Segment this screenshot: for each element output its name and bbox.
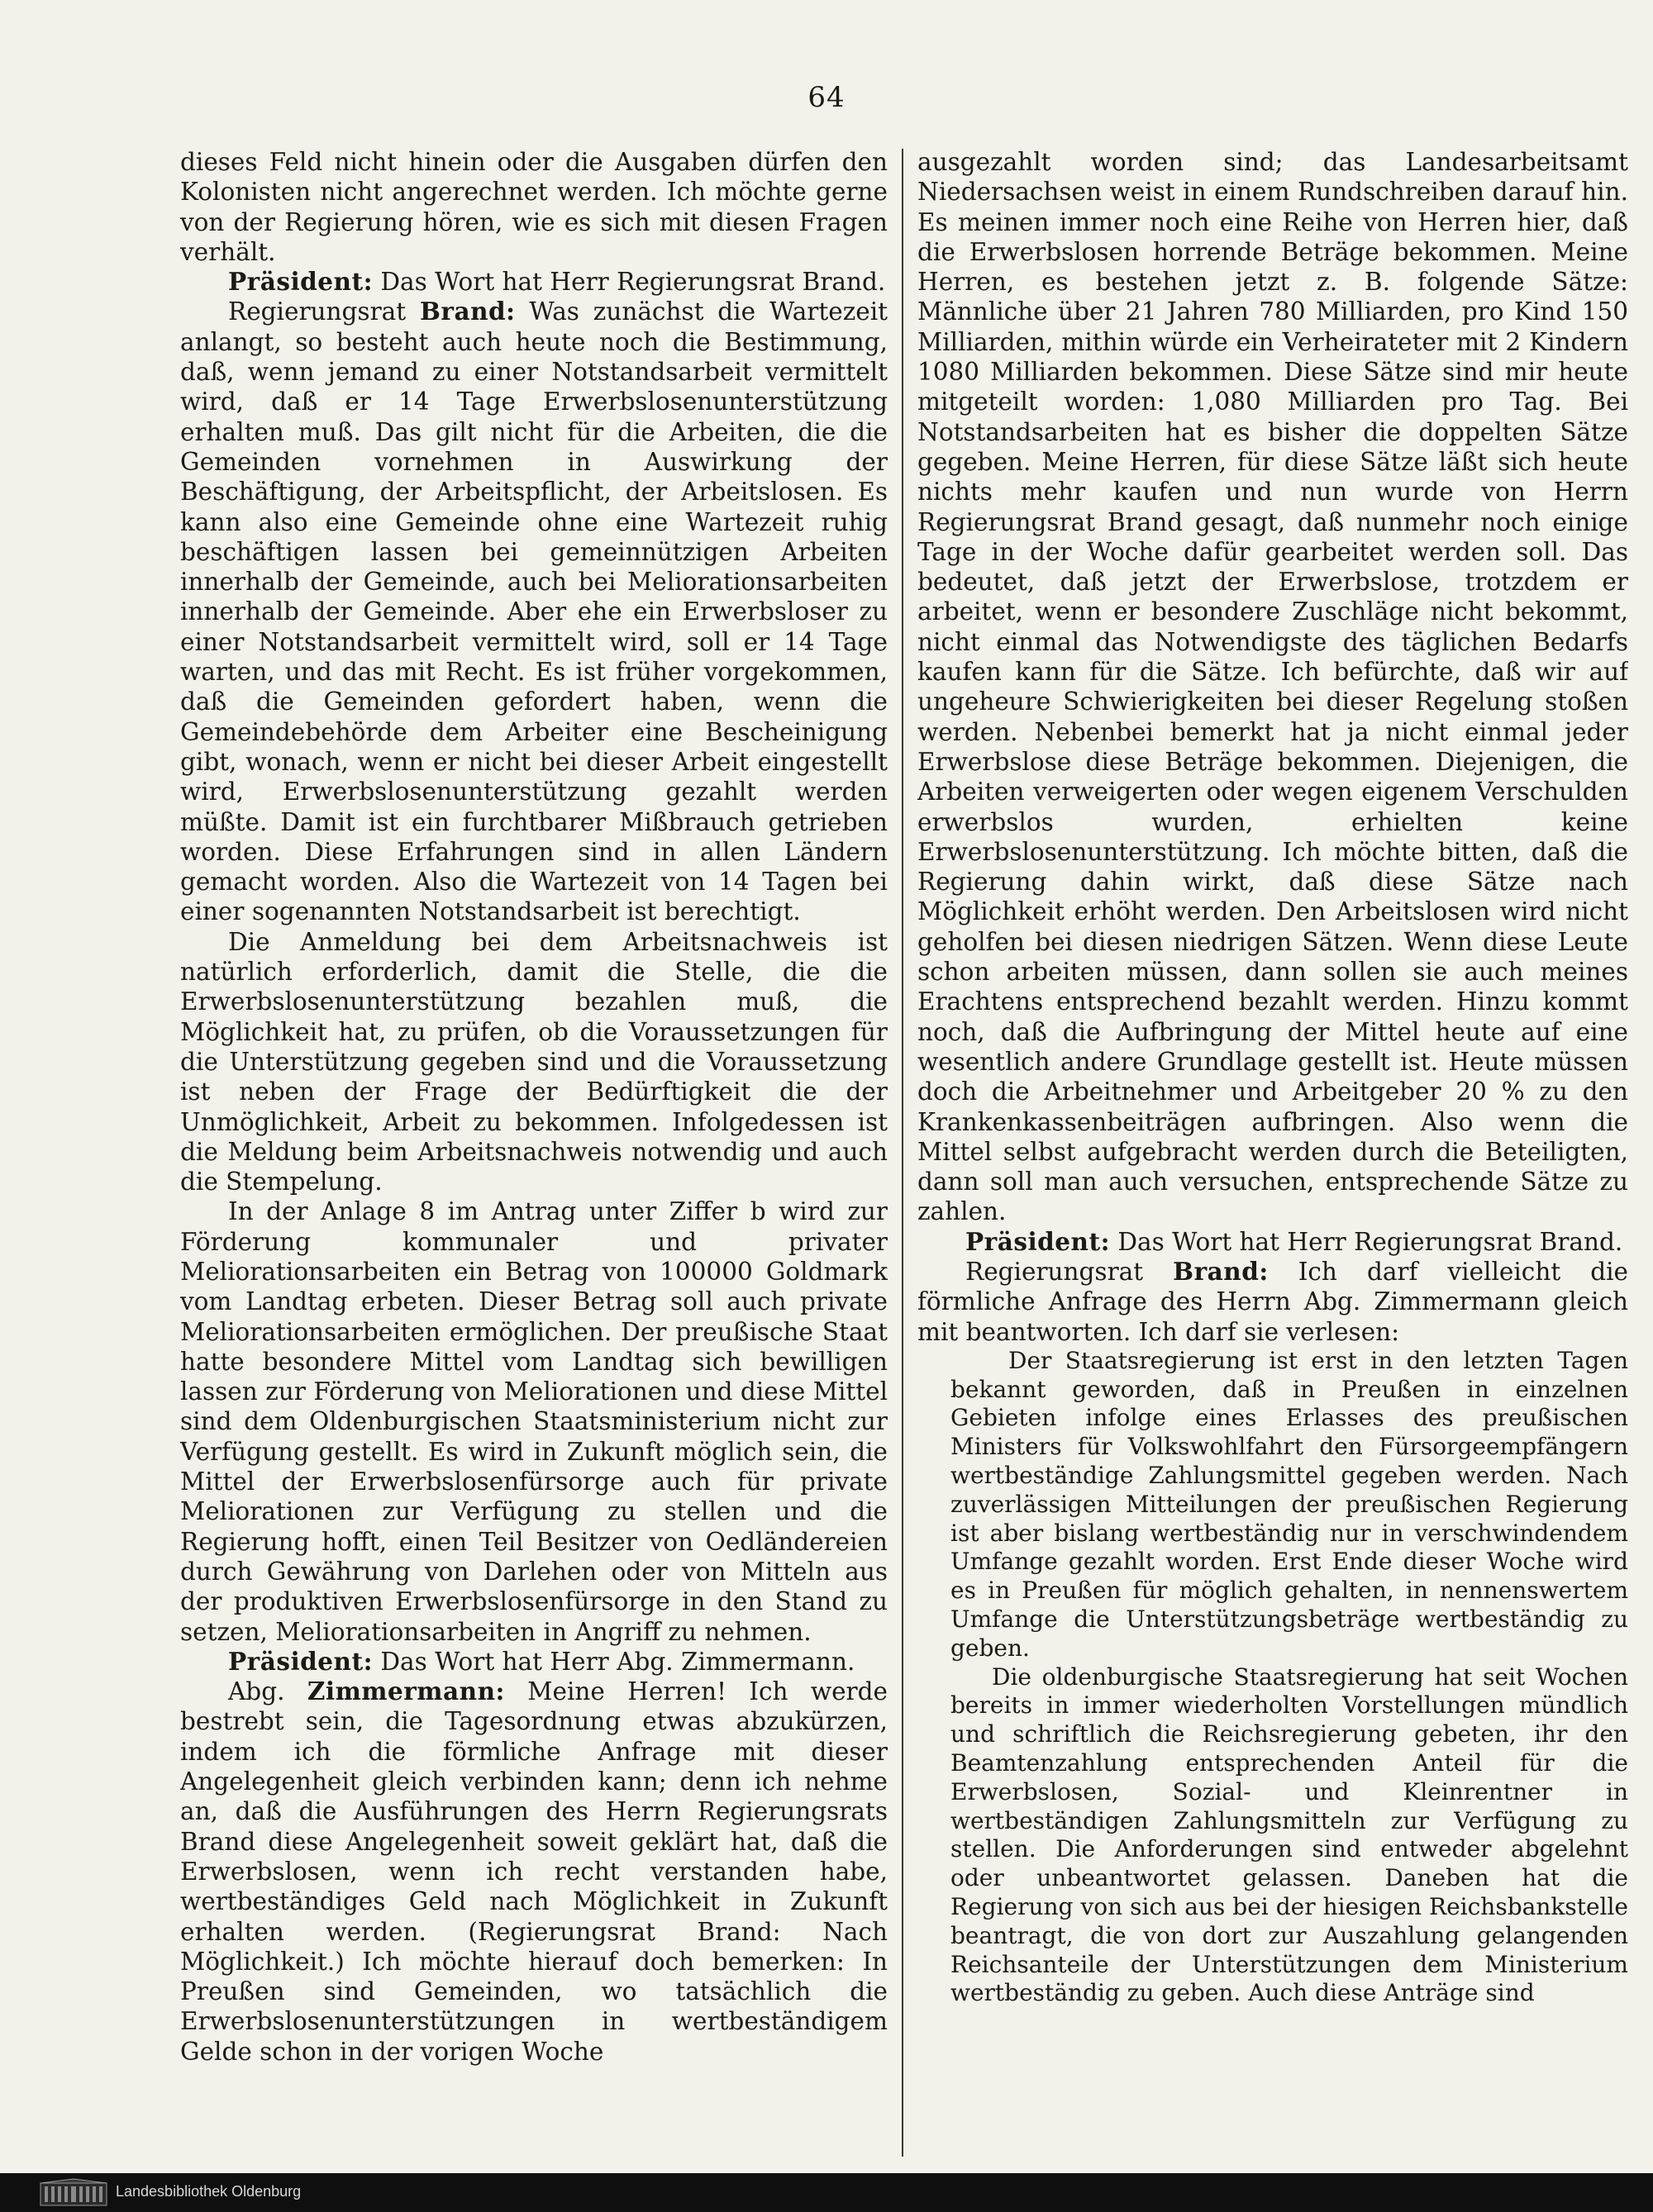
speech-text: Das Wort hat Herr Regierungsrat Brand. <box>373 268 886 297</box>
library-building-icon <box>40 2178 107 2206</box>
left-paragraph-6 <box>180 1647 888 1677</box>
speech-text: Das Wort hat Herr Regierungsrat Brand. <box>1110 1227 1623 1256</box>
quoted-paragraph-1: Der Staatsregierung ist erst in den letzten Tagen bekannt geworden, daß in Preußen in einzelnen Gebieten infolge eines Erlasses des preußischen Ministers für Volkswohlfahrt den Fürsorgeempfängern wertbeständige Zahlungsmittel gegeben werden. Nach zuverlässigen Mitteilungen der preußischen Regierung ist aber bislang wertbeständig nur in verschwindendem Umfange gezahlt worden. Erst Ende dieser Woche wird es in Preußen für möglich gehalten, in nennenswertem Umfange die Unterstützungsbeträge wertbeständig zu geben. <box>950 1346 1628 1662</box>
speaker-title: Regierungsrat <box>228 297 420 326</box>
speech-text: Ich darf vielleicht die förmliche Anfrage des Herrn Abg. Zimmermann gleich mit beantworten. Ich darf sie verlesen: <box>917 1257 1628 1346</box>
speech-text: Was zunächst die Wartezeit anlangt, so besteht auch heute noch die Bestimmung, daß, wenn jemand zu einer Notstandsarbeit vermittelt wird, daß er 14 Tage Erwerbslosenunterstützung erhalten muß. Das gilt nicht für die Arbeiten, die die Gemeinden vornehmen in Auswirkung der Beschäftigung, der Arbeitspflicht, der Arbeitslosen. Es kann also eine Gemeinde ohne eine Wartezeit ruhig beschäftigen lassen bei gemeinnützigen Arbeiten innerhalb der Gemeinde, auch bei Meliorationsarbeiten innerhalb der Gemeinde. Aber ehe ein Erwerbsloser zu einer Notstandsarbeit vermittelt wird, soll er 14 Tage warten, und das mit Recht. Es ist früher vorgekommen, daß die Gemeinden gefordert haben, wenn die Gemeindebehörde dem Arbeiter eine Bescheinigung gibt, wonach, wenn er nicht bei dieser Arbeit eingestellt wird, Erwerbslosenunterstützung gezahlt werden müßte. Damit ist ein furchtbarer Mißbrauch getrieben worden. Diese Erfahrungen sind in allen Ländern gemacht worden. Also die Wartezeit von 14 Tagen bei einer sogenannten Notstandsarbeit ist berechtigt. <box>180 297 888 926</box>
right-paragraph-3 <box>917 1257 1628 1347</box>
speaker-label: Brand: <box>420 297 516 326</box>
speaker-title: Abg. <box>228 1677 307 1706</box>
left-paragraph-2 <box>180 267 888 297</box>
left-paragraph-1: dieses Feld nicht hinein oder die Ausgaben dürfen den Kolonisten nicht angerechnet werden. Ich möchte gerne von der Regierung hören, wie es sich mit diesen Fragen verhält. <box>180 148 888 266</box>
right-paragraph-2 <box>917 1227 1628 1257</box>
right-paragraph-1: ausgezahlt worden sind; das Landesarbeitsamt Niedersachsen weist in einem Rundschreiben darauf hin. Es meinen immer noch eine Reihe von Herren hier, daß die Erwerbslosen horrende Beträge bekommen. Meine Herren, es bestehen jetzt z. B. folgende Sätze: Männliche über 21 Jahren 780 Milliarden, pro Kind 150 Milliarden, mithin würde ein Verheirateter mit 2 Kindern 1080 Milliarden bekommen. Diese Sätze sind mir heute mitgeteilt worden: 1,080 Milliarden pro Tag. Bei Notstandsarbeiten hat es bisher die doppelten Sätze gegeben. Meine Herren, für diese Sätze läßt sich heute nichts mehr kaufen und nun wurde von Herrn Regierungsrat Brand gesagt, daß nunmehr noch einige Tage in der Woche dafür gearbeitet werden soll. Das bedeutet, daß jetzt der Erwerbslose, trotzdem er arbeitet, wenn er besondere Zuschläge nicht bekommt, nicht einmal das Notwendigste des täglichen Bedarfs kaufen kann für die Sätze. Ich befürchte, daß wir auf ungeheure Schwierigkeiten bei dieser Regelung stoßen werden. Nebenbei bemerkt hat ja nicht einmal jeder Erwerbslose diese Beträge bekommen. Diejenigen, die Arbeiten verweigerten oder wegen eigenem Verschulden erwerbslos wurden, erhielten keine Erwerbslosenunterstützung. Ich möchte bitten, daß die Regierung dahin wirkt, daß diese Sätze nach Möglichkeit erhöht werden. Den Arbeitslosen wird nicht geholfen bei diesen niedrigen Sätzen. Wenn diese Leute schon arbeiten müssen, dann sollen sie auch meines Erachtens entsprechend bezahlt werden. Hinzu kommt noch, daß die Aufbringung der Mittel heute auf eine wesentlich andere Grundlage gestellt ist. Heute müssen doch die Arbeitnehmer und Arbeitgeber 20 % zu den Krankenkassenbeiträgen aufbringen. Also wenn die Mittel selbst aufgebracht werden durch die Beteiligten, dann soll man auch versuchen, entsprechende Sätze zu zahlen. <box>917 148 1628 1226</box>
left-paragraph-4: Die Anmeldung bei dem Arbeitsnachweis ist natürlich erforderlich, damit die Stelle, die die Erwerbslosenunterstützung bezahlen muß, die Möglichkeit hat, zu prüfen, ob die Voraussetzungen für die Unterstützung gegeben sind und die Voraussetzung ist neben der Frage der Bedürftigkeit die der Unmöglichkeit, Arbeit zu bekommen. Infolgedessen ist die Meldung beim Arbeitsnachweis notwendig und auch die Stempelung. <box>180 927 888 1196</box>
speaker-label: Brand: <box>1173 1256 1269 1286</box>
footer-bar <box>0 2173 1653 2212</box>
speech-text: Meine Herren! Ich werde bestrebt sein, die Tagesordnung etwas abzukürzen, indem ich die förmliche Anfrage mit dieser Angelegenheit gleich verbinden kann; denn ich nehme an, daß die Ausführungen des Herrn Regierungsrats Brand diese Angelegenheit soweit geklärt hat, daß die Erwerbslosen, wenn ich recht verstanden habe, wertbeständiges Geld nach Möglichkeit in Zukunft erhalten werden. (Regierungsrat Brand: Nach Möglichkeit.) Ich möchte hierauf doch bemerken: In Preußen sind Gemeinden, wo tatsächlich die Erwerbslosenunterstützungen in wertbeständigem Gelde schon in der vorigen Woche <box>180 1677 888 2066</box>
page-number: 64 <box>807 81 846 114</box>
left-paragraph-7 <box>180 1677 888 2067</box>
left-column <box>180 147 888 2163</box>
speaker-label: Präsident: <box>228 1646 374 1676</box>
column-divider <box>902 149 903 2157</box>
speech-text: Das Wort hat Herr Abg. Zimmermann. <box>373 1647 855 1676</box>
left-paragraph-3 <box>180 297 888 926</box>
speaker-label: Zimmermann: <box>307 1677 505 1706</box>
speaker-title: Regierungsrat <box>965 1257 1174 1286</box>
quoted-paragraph-2: Die oldenburgische Staatsregierung hat seit Wochen bereits in immer wiederholten Vorstellungen mündlich und schriftlich die Reichsregierung gebeten, ihr den Beamtenzahlung entsprechenden Anteil für die Erwerbslosen, Sozial- und Kleinrentner in wertbeständigen Zahlungsmitteln zur Verfügung zu stellen. Die Anforderungen sind entweder abgelehnt oder unbeantwortet gelassen. Daneben hat die Regierung von sich aus bei der hiesigen Reichsbankstelle beantragt, die von dort zur Auszahlung gelangenden Reichsanteile der Unterstützungen dem Ministerium wertbeständig zu geben. Auch diese Anträge sind <box>950 1663 1628 2007</box>
library-name: Landesbibliothek Oldenburg <box>116 2183 302 2200</box>
speaker-label: Präsident: <box>965 1226 1111 1256</box>
left-paragraph-5: In der Anlage 8 im Antrag unter Ziffer b wird zur Förderung kommunaler und privater Meliorationsarbeiten ein Betrag von 100000 Goldmark vom Landtag erbeten. Dieser Betrag soll auch private Meliorationsarbeiten ermöglichen. Der preußische Staat hatte besondere Mittel vom Landtag sich bewilligen lassen zur Förderung von Meliorationen und diese Mittel sind dem Oldenburgischen Staatsministerium nicht zur Verfügung gestellt. Es wird in Zukunft möglich sein, die Mittel der Erwerbslosenfürsorge auch für private Meliorationen zur Verfügung zu stellen und die Regierung hofft, einen Teil Besitzer von Oedländereien durch Gewährung von Darlehen oder von Mitteln aus der produktiven Erwerbslosenfürsorge in den Stand zu setzen, Meliorationsarbeiten in Angriff zu nehmen. <box>180 1197 888 1646</box>
right-column <box>917 147 1628 2163</box>
speaker-label: Präsident: <box>228 267 374 297</box>
